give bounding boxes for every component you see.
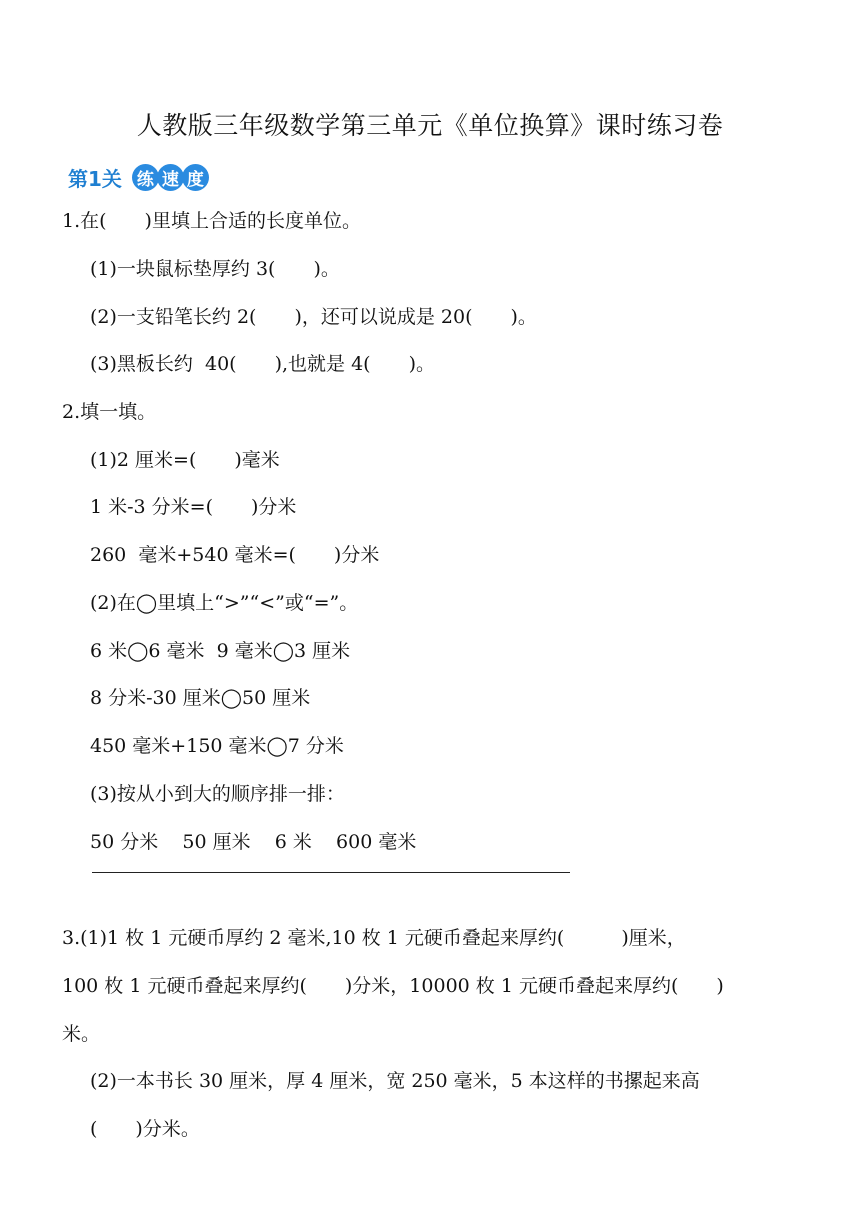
question-2-2b: 8 分米-30 厘米◯50 厘米 [90, 687, 311, 709]
level-label: 第1关 [68, 166, 122, 191]
page-title: 人教版三年级数学第三单元《单位换算》课时练习卷 [136, 111, 724, 140]
question-3-1b: 100 枚 1 元硬币叠起来厚约( )分米，10000 枚 1 元硬币叠起来厚约( ) [62, 975, 724, 997]
question-3-1a: 3.(1)1 枚 1 元硬币厚约 2 毫米,10 枚 1 元硬币叠起来厚约( )厘米， [62, 927, 686, 949]
question-1: 1.在( )里填上合适的长度单位。 [62, 210, 361, 232]
question-2: 2.填一填。 [62, 401, 157, 423]
question-2-1c: 260 毫米+540 毫米=( )分米 [90, 544, 380, 566]
question-2-2: (2)在◯里填上“>”“<”或“=”。 [90, 592, 359, 614]
badge-char: 速 [157, 164, 184, 191]
question-3-1c: 米。 [62, 1023, 101, 1045]
question-2-1: (1)2 厘米=( )毫米 [90, 449, 280, 471]
question-3-2a: (2)一本书长 30 厘米，厚 4 厘米，宽 250 毫米，5 本这样的书摞起来高 [90, 1070, 700, 1092]
question-2-3a: 50 分米 50 厘米 6 米 600 毫米 [90, 831, 417, 853]
question-1-2: (2)一支铅笔长约 2( )，还可以说成是 20( )。 [90, 306, 537, 328]
badge-char: 练 [132, 164, 159, 191]
question-2-2a: 6 米◯6 毫米 9 毫米◯3 厘米 [90, 640, 351, 662]
question-1-3: (3)黑板长约 40( ),也就是 4( )。 [90, 353, 435, 375]
answer-line [92, 872, 570, 873]
badge-char: 度 [182, 164, 209, 191]
question-2-3: (3)按从小到大的顺序排一排： [90, 783, 345, 805]
question-3-2b: ( )分米。 [90, 1118, 200, 1140]
speed-practice-badge [132, 164, 207, 191]
question-2-1b: 1 米-3 分米=( )分米 [90, 496, 297, 518]
question-2-2c: 450 毫米+150 毫米◯7 分米 [90, 735, 344, 757]
question-1-1: (1)一块鼠标垫厚约 3( )。 [90, 258, 340, 280]
section-header [68, 162, 207, 192]
